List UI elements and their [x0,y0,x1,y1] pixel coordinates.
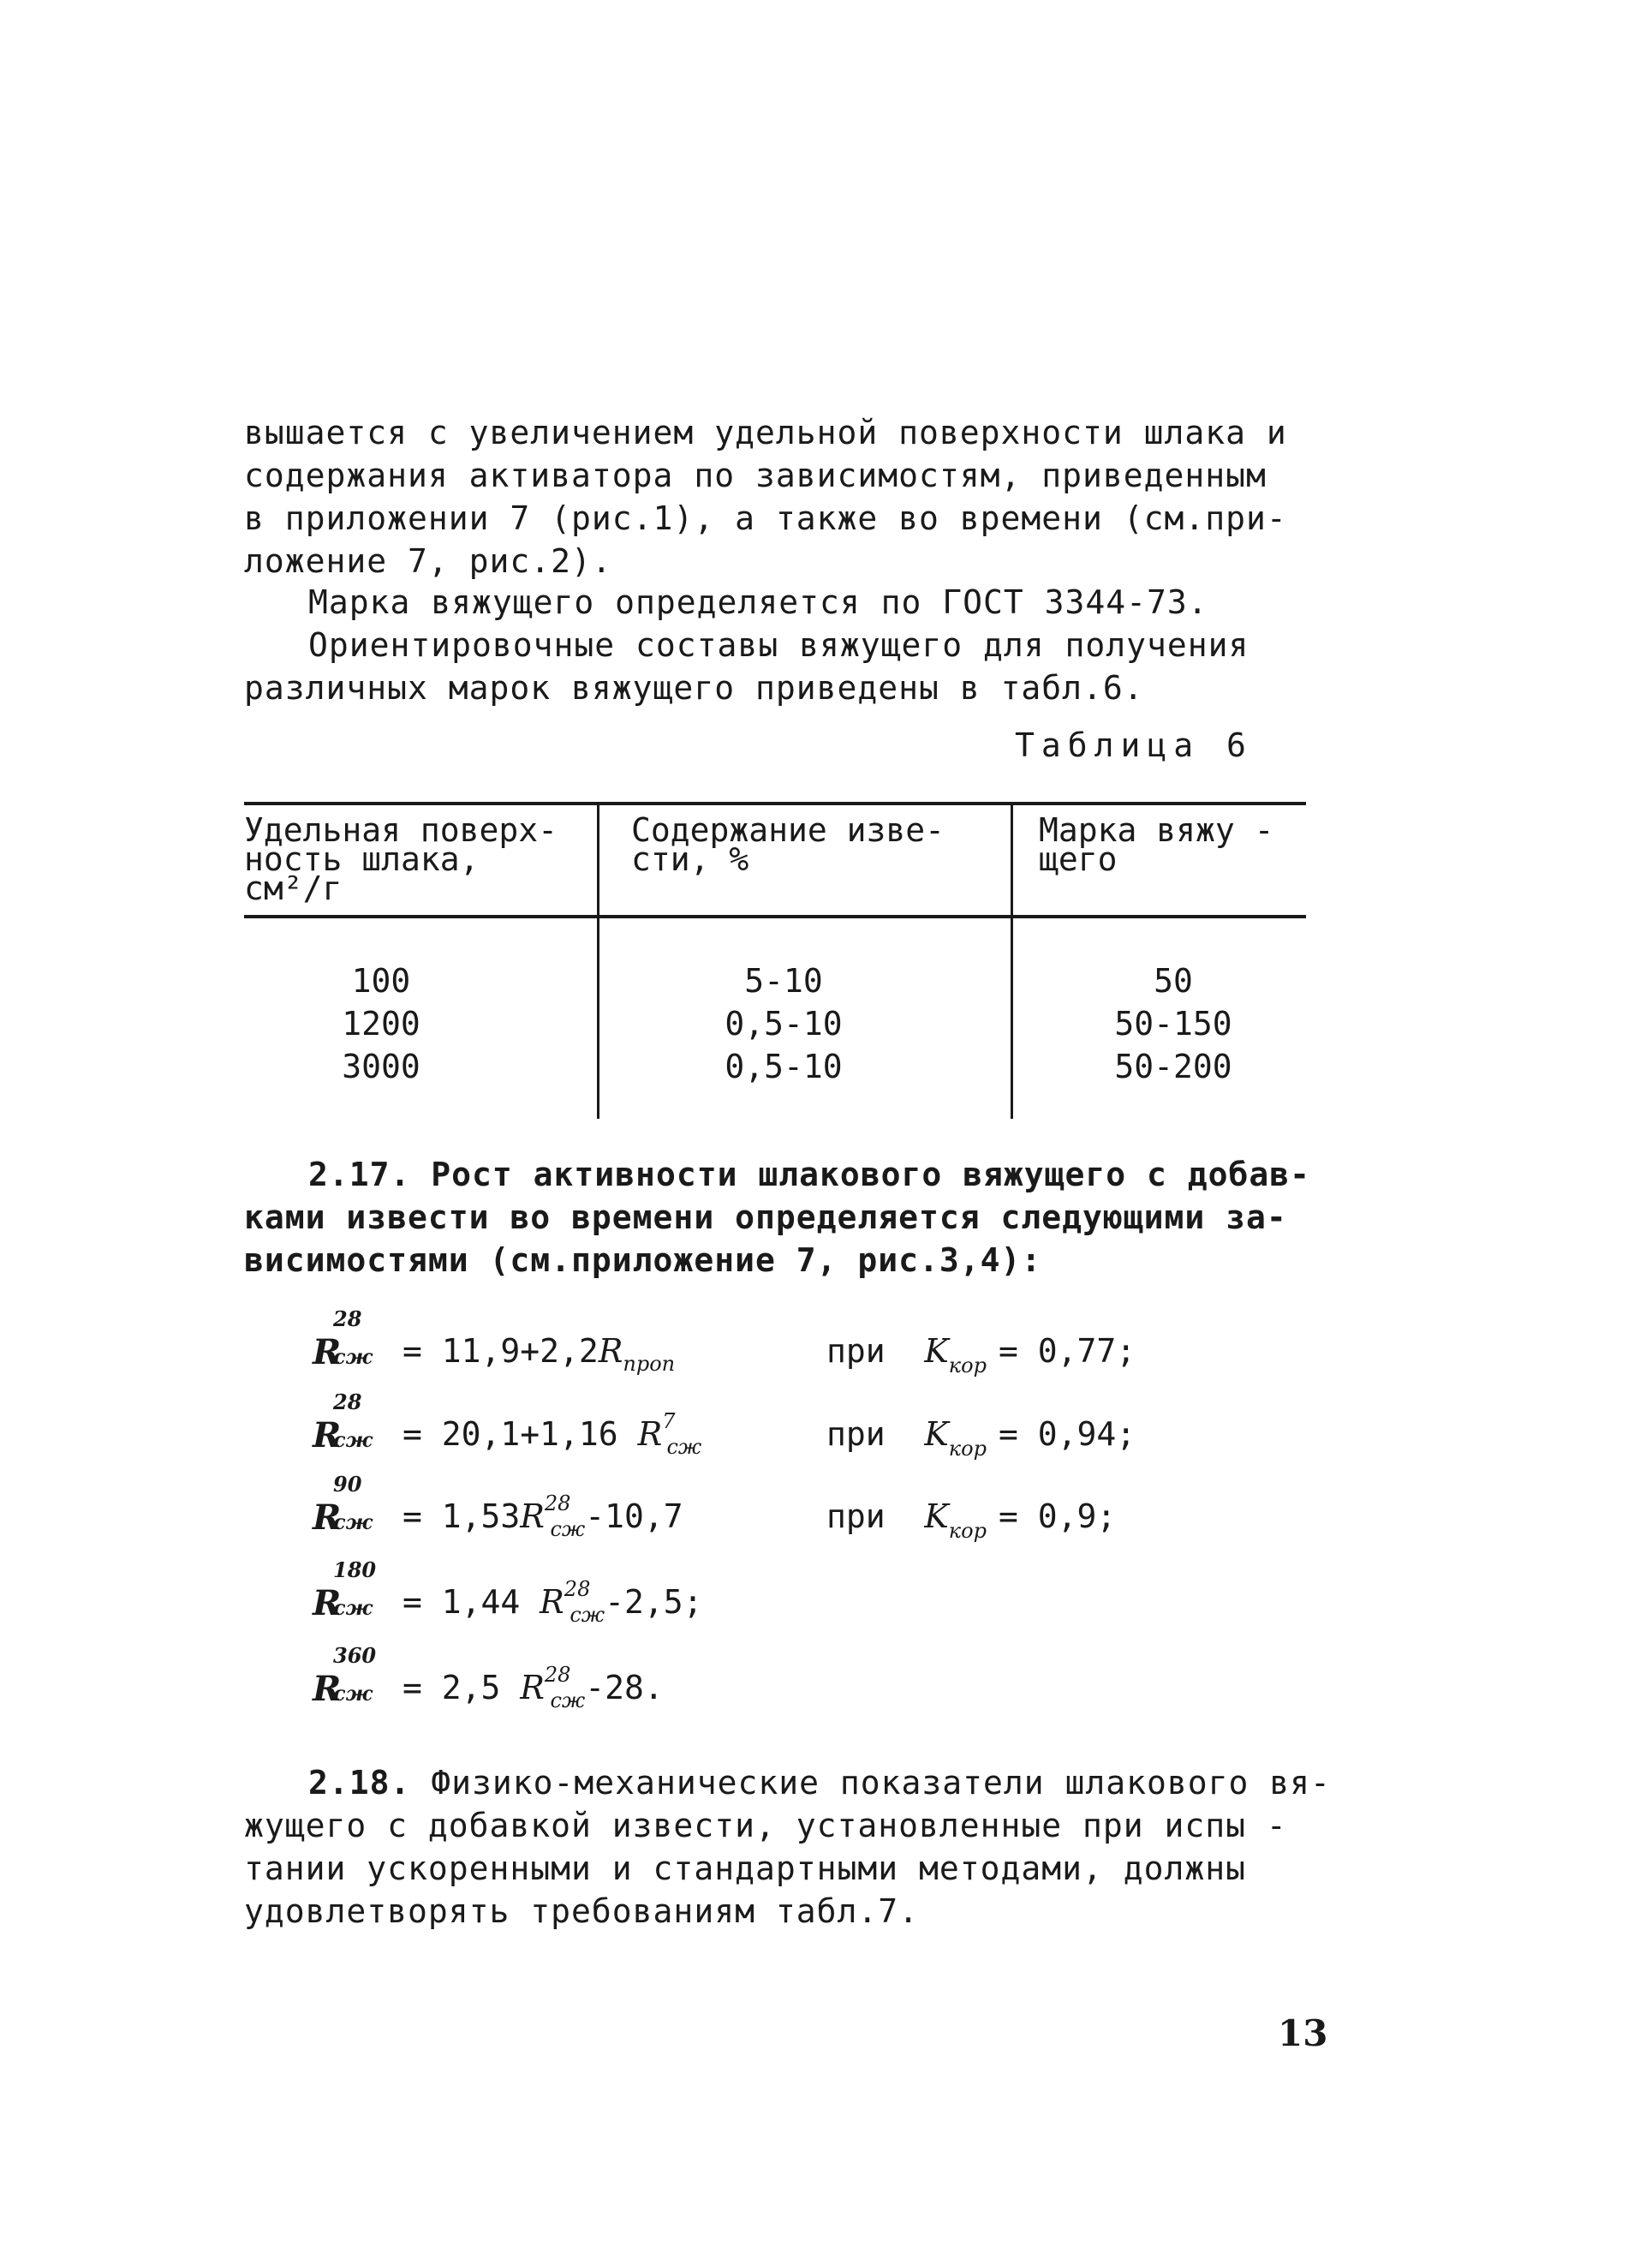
symbol: K [924,1497,949,1535]
symbol: R [313,1415,342,1455]
subscript: кор [948,1437,987,1461]
formula-row [313,1643,664,1746]
table-cell: 5-10 [744,962,823,1000]
table-column-divider [1011,802,1013,1119]
formula-lhs [313,1389,373,1455]
symbol: R [520,1669,545,1706]
table-cell: 50-150 [1114,1005,1232,1043]
symbol: K [924,1415,949,1453]
subscript: сж [570,1603,605,1627]
formula-text: = 11,9+2,2 [403,1332,599,1370]
formula-text: -10,7 [585,1497,683,1535]
text-line: удовлетворять требованиям табл.7. [244,1892,919,1930]
formula-rhs [403,1332,676,1376]
header-line: Удельная поверх- [244,811,558,849]
condition-prefix: при [826,1497,886,1535]
superscript: 360 [333,1643,377,1668]
subscript: сж [666,1435,702,1459]
table-caption: Таблица 6 [1015,726,1253,764]
text-line [244,1761,1331,1804]
marka-paragraph [244,581,1315,624]
header-line: щего [1039,840,1118,878]
symbol: R [313,1669,342,1709]
header-line: см²/г [244,870,343,907]
section-text: Физико-механические показатели шлакового вя- [431,1764,1331,1802]
table-column [655,959,912,1088]
text-line: Ориентировочные составы вяжущего для получения [308,626,1249,664]
superscript: 28 [564,1577,591,1601]
header-line: Содержание изве- [631,811,945,849]
symbol: R [520,1497,545,1535]
formula-lhs [313,1643,377,1709]
formula-rhs [403,1491,683,1541]
subscript: сж [333,1681,373,1706]
header-line: сти, % [631,840,749,878]
superscript: 28 [333,1306,362,1331]
table-column [1045,959,1302,1088]
text-line: различных марок вяжущего приведены в табл.6. [244,669,1144,707]
table-column-divider [597,802,599,1119]
table-cell: 1200 [342,1005,420,1043]
formula-rhs [403,1577,703,1627]
subscript: сж [333,1595,373,1620]
text-line: содержания активатора по зависимостям, приведенным [244,457,1267,494]
formula-condition [826,1332,1136,1377]
text-line: ложение 7, рис.2). [244,542,612,580]
symbol: R [598,1332,623,1370]
condition-prefix: при [826,1332,886,1370]
page-number: 13 [1278,2012,1328,2054]
table-6 [244,797,1306,1114]
subscript: кор [948,1354,987,1377]
table-header-cell [1039,811,1274,878]
subscript: кор [948,1519,987,1543]
formula-text: = 1,44 [403,1583,521,1621]
superscript: 180 [333,1557,377,1582]
superscript: 28 [544,1491,571,1515]
subscript: сж [550,1517,586,1541]
symbol: R [313,1332,342,1372]
condition-value: = 0,94; [998,1415,1136,1453]
table-header-rule [244,915,1306,918]
formula-lhs [313,1306,373,1372]
condition-value: = 0,9; [998,1497,1117,1535]
condition-prefix: при [826,1415,886,1453]
formula-lhs [313,1472,373,1538]
section-2-17 [244,1153,1315,1282]
subscript: сж [550,1688,586,1712]
table-cell: 0,5-10 [725,1005,843,1043]
subscript: сж [333,1509,373,1534]
symbol: R [313,1497,342,1538]
table-cell: 0,5-10 [725,1048,843,1085]
text-line: в приложении 7 (рис.1), а также во времени (см.при- [244,499,1287,537]
section-2-18 [244,1761,1331,1933]
table-top-rule [244,802,1306,805]
table-cell: 50-200 [1114,1048,1232,1085]
formula-rhs [403,1663,664,1712]
subscript: проп [623,1352,676,1376]
text-line [244,1153,1315,1196]
text-line: ками извести во времени определяется следующими за- [244,1198,1287,1236]
table-cell: 50 [1154,962,1193,1000]
formula-condition [826,1497,1117,1543]
section-number: 2.17. [308,1156,411,1193]
table-cell: 100 [351,962,411,1000]
subscript: сж [333,1344,373,1369]
formula-text: -28. [585,1669,664,1706]
formula-condition [826,1415,1136,1461]
table-header-cell [631,811,945,878]
text-line: тании ускоренными и стандартными методами, должны [244,1850,1247,1887]
symbol: R [313,1583,342,1623]
section-number: 2.18. [308,1764,411,1802]
superscript: 90 [333,1472,362,1497]
formula-rhs [403,1409,702,1459]
orientation-paragraph [244,624,1315,709]
section-text: Рост активности шлакового вяжущего с добав- [431,1156,1311,1193]
formula-text: = 1,53 [403,1497,521,1535]
table-column [295,959,467,1088]
header-line: ность шлака, [244,840,480,878]
superscript: 28 [544,1663,571,1687]
formula-text: -2,5; [605,1583,703,1621]
symbol: K [924,1332,949,1370]
symbol: R [637,1415,663,1453]
formula-text: = 20,1+1,16 [403,1415,618,1453]
superscript: 28 [333,1389,362,1414]
superscript: 7 [662,1409,676,1433]
condition-value: = 0,77; [998,1332,1136,1370]
formula-text: = 2,5 [403,1669,501,1706]
table-cell: 3000 [342,1048,420,1085]
subscript: сж [333,1427,373,1452]
formula-lhs [313,1557,377,1623]
text-line: Марка вяжущего определяется по ГОСТ 3344-73. [308,583,1208,621]
intro-paragraph [244,411,1315,583]
symbol: R [540,1583,564,1621]
text-line: вышается с увеличением удельной поверхности шлака и [244,414,1287,451]
table-header-cell [244,811,558,907]
text-line: жущего с добавкой извести, установленные при испы - [244,1807,1287,1844]
text-line: висимостями (см.приложение 7, рис.3,4): [244,1241,1042,1279]
header-line: Марка вяжу - [1039,811,1274,849]
